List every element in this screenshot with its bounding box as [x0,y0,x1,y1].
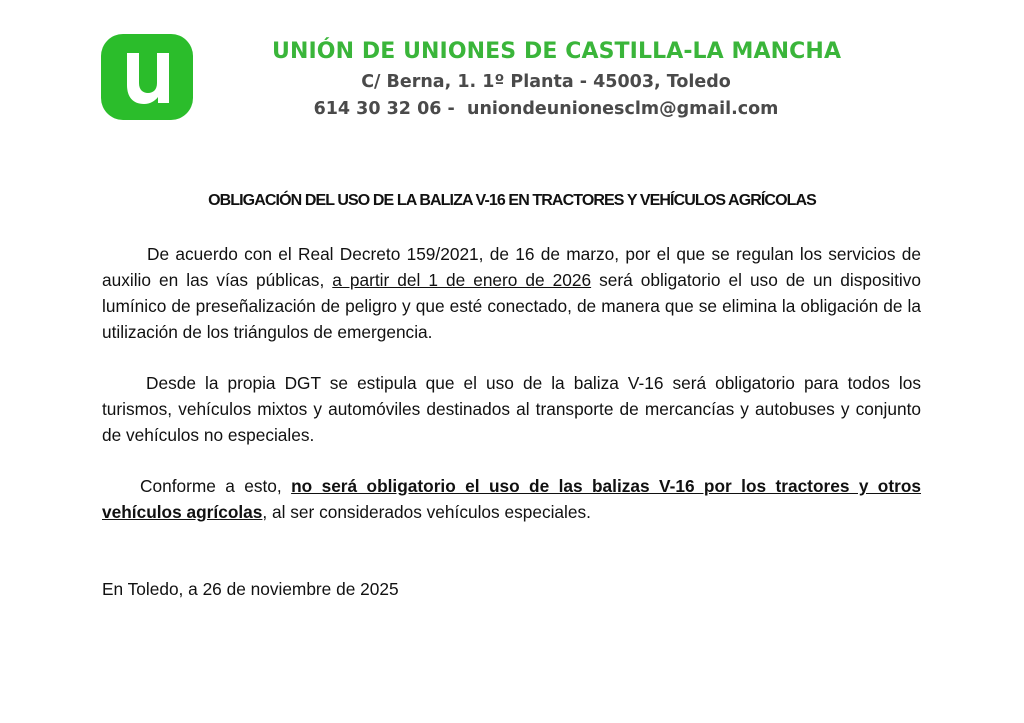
contact-separator: - [441,99,467,119]
organization-address: C/ Berna, 1. 1º Planta - 45003, Toledo [361,72,731,92]
email-address: uniondeunionesclm@gmail.com [466,99,779,119]
paragraph-3-text-end: , al ser considerados vehículos especiales. [262,502,591,522]
organization-logo [101,34,193,120]
paragraph-1-text-end: será obligatorio el uso de un dispositivo lumínico de preseñalización de peligro y que esté conectado, de manera que se elimina la obligación de la utilización de los triángulos de emergencia. [102,270,921,342]
organization-name: UNIÓN DE UNIONES DE CASTILLA-LA MANCHA [272,39,842,64]
paragraph-3-key-statement: no será obligatorio el uso de las balizas V-16 por los tractores y otros vehículos agrícolas [102,476,922,522]
paragraph-1 [102,241,921,345]
paragraph-3 [102,473,921,525]
document-title: OBLIGACIÓN DEL USO DE LA BALIZA V-16 EN TRACTORES Y VEHÍCULOS AGRÍCOLAS [208,192,816,209]
u-logo-icon [117,47,177,107]
paragraph-2: Desde la propia DGT se estipula que el uso de la baliza V-16 será obligatorio para todos los turismos, vehículos mixtos y automóviles destinados al transporte de mercancías y autobuses y conjunto de vehículos no especiales. [102,373,921,445]
signoff-date: En Toledo, a 26 de noviembre de 2025 [102,579,399,599]
paragraph-3-text-start: Conforme a esto, [140,476,292,496]
paragraph-1-text-start: De acuerdo con el Real Decreto 159/2021, de 16 de marzo, por el que se regulan los servicios de auxilio en las vías públicas, [102,244,921,290]
paragraph-1-underlined-date: a partir del 1 de enero de 2026 [332,270,592,290]
phone-number: 614 30 32 06 [313,99,442,119]
organization-contact [300,99,792,119]
